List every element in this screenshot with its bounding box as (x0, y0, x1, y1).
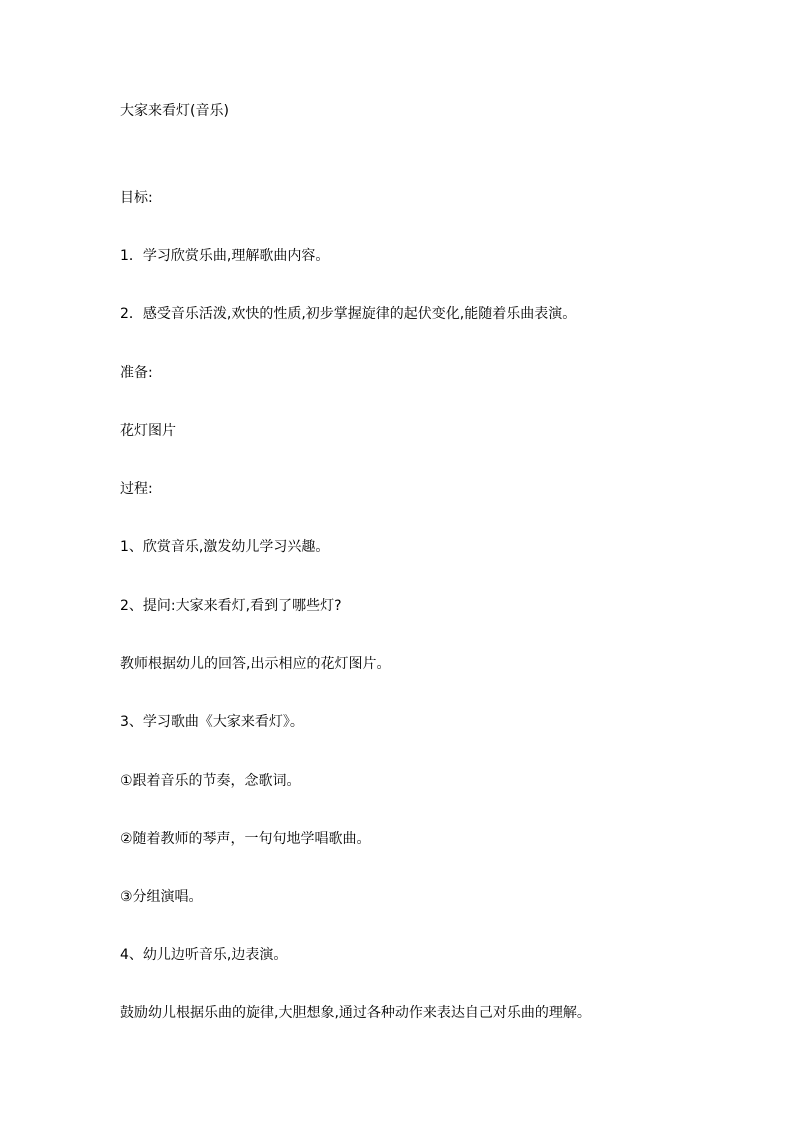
process-substep-3: ③分组演唱。 (120, 889, 203, 905)
section-heading-process: 过程: (120, 481, 153, 497)
process-step-4: 4、幼儿边听音乐,边表演。 (120, 947, 288, 963)
prep-item: 花灯图片 (120, 423, 176, 439)
process-substep-2: ②随着教师的琴声，一句句地学唱歌曲。 (120, 831, 371, 847)
process-note-2: 鼓励幼儿根据乐曲的旋律,大胆想象,通过各种动作来表达自己对乐曲的理解。 (120, 1005, 591, 1021)
section-heading-goals: 目标: (120, 190, 153, 206)
process-step-3: 3、学习歌曲《大家来看灯》。 (120, 714, 304, 730)
section-heading-prep: 准备: (120, 365, 153, 381)
goal-item-1: 1．学习欣赏乐曲,理解歌曲内容。 (120, 248, 330, 264)
process-step-2: 2、提问:大家来看灯,看到了哪些灯? (120, 598, 342, 614)
document-title: 大家来看灯(音乐) (120, 103, 229, 119)
goal-item-2: 2．感受音乐活泼,欢快的性质,初步掌握旋律的起伏变化,能随着乐曲表演。 (120, 306, 577, 322)
process-step-1: 1、欣赏音乐,激发幼儿学习兴趣。 (120, 539, 330, 555)
process-substep-1: ①跟着音乐的节奏，念歌词。 (120, 773, 301, 789)
process-note-1: 教师根据幼儿的回答,出示相应的花灯图片。 (120, 656, 391, 672)
